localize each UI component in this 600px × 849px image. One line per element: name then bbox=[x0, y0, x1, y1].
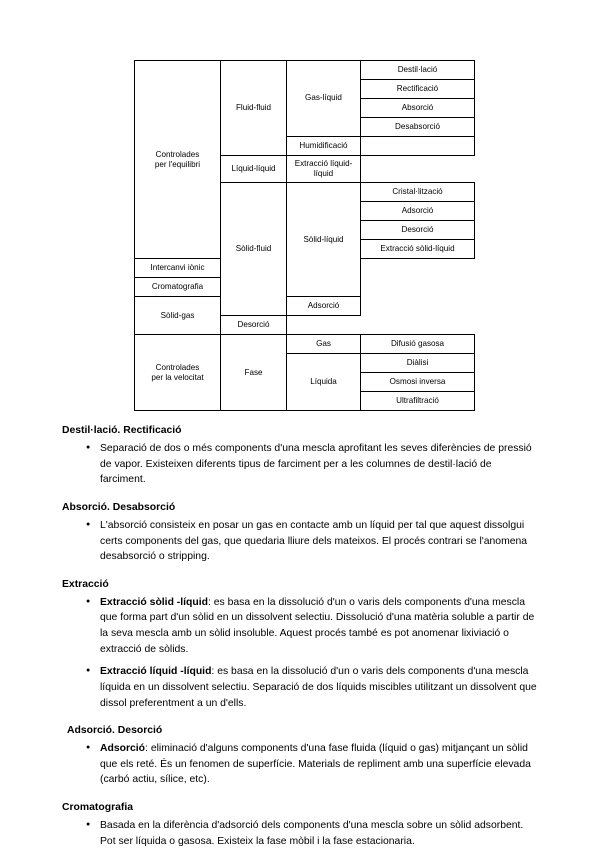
cell-humidificacio-label: Humidificació bbox=[287, 137, 361, 156]
section-list-adsorcio bbox=[62, 741, 538, 788]
cell-solid-gas: Sòlid-gas bbox=[135, 297, 221, 335]
cell-liquid-liquid: Líquid-líquid bbox=[221, 156, 287, 183]
cell-desorcio: Desorció bbox=[361, 221, 475, 240]
cell-group-equilibri bbox=[135, 61, 221, 259]
cell-desabsorcio: Desabsorció bbox=[361, 118, 475, 137]
list-item: ● L'absorció consisteix en posar un gas en contacte amb un líquid per tal que aquest dissolgui certs components del gas, que quedaria lliure dels mateixos. El procés contrari se l'anomena desabsorció o stripping. bbox=[100, 518, 538, 565]
term-extraccio-liquid-liquid: Extracció líquid -líquid bbox=[100, 665, 212, 677]
term-extraccio-solid-liquid: Extracció sòlid -líquid bbox=[100, 596, 208, 608]
section-list-cromatografia bbox=[62, 818, 538, 849]
cell-liquida: Líquida bbox=[287, 354, 361, 411]
list-item-text: : es basa en la dissolució d'un o varis dels components d'una mescla que forma part d'un sòlid en un dissolvent selectiu. Dissolució d'una matèria soluble a partir de la seva mescla amb un sòlid insoluble. Aquest procés també es pot anomenar lixiviació o extracció de sòlids. bbox=[100, 596, 535, 656]
cell-solid-fluid: Sòlid-fluid bbox=[221, 183, 287, 316]
cell-gas: Gas bbox=[287, 335, 361, 354]
cell-destillacio: Destil·lació bbox=[361, 61, 475, 80]
cell-cristallitzacio: Cristal·lització bbox=[361, 183, 475, 202]
section-heading-destillacio: Destil·lació. Rectificació bbox=[62, 425, 182, 437]
section-heading-absorcio: Absorció. Desabsorció bbox=[62, 502, 176, 514]
section-list-extraccio bbox=[62, 595, 538, 712]
cell-cromatografia: Cromatografia bbox=[135, 278, 221, 297]
cell-extraccio-ll: Extracció líquid-líquid bbox=[287, 156, 361, 183]
cell-extraccio-sl: Extracció sòlid-líquid bbox=[361, 240, 475, 259]
table-row bbox=[135, 61, 475, 80]
cell-gas-liquid: Gas-líquid bbox=[287, 61, 361, 137]
cell-fluid-fluid: Fluid-fluid bbox=[221, 61, 287, 156]
list-item-text: : es basa en la dissolució d'un o varis dels components d'una mescla líquida en un dissolvent selectiu. Separació de dos líquids miscibles utilitzant un dissolvent que dissol preferentment a un d'ells. bbox=[100, 665, 537, 709]
section-heading-adsorcio: Adsorció. Desorció bbox=[67, 725, 163, 737]
list-item bbox=[100, 664, 538, 711]
cell-difusio: Difusió gasosa bbox=[361, 335, 475, 354]
section-heading-extraccio: Extracció bbox=[62, 579, 109, 591]
section-list-destillacio bbox=[62, 441, 538, 488]
term-adsorcio: Adsorció bbox=[100, 742, 146, 754]
cell-desorcio-2: Desorció bbox=[221, 316, 287, 335]
list-item: ● Basada en la diferència d'adsorció dels components d'una mescla sobre un sòlid adsorbent. Pot ser líquida o gasosa. Existeix la fase mòbil i la fase estacionaria. bbox=[100, 818, 538, 849]
list-item bbox=[100, 595, 538, 658]
section-heading-cromatografia: Cromatografia bbox=[62, 802, 134, 814]
cell-absorcio: Absorció bbox=[361, 99, 475, 118]
cell-humidificacio-spacer bbox=[361, 137, 475, 156]
cell-ultrafiltracio: Ultrafiltració bbox=[361, 392, 475, 411]
table-row bbox=[135, 335, 475, 354]
list-item-text: : eliminació d'alguns components d'una fase fluida (líquid o gas) mitjançant un sòlid que els reté. És un fenomen de superfície. Materials de repliment amb una superfície elevada (carbó actiu, sílice, etc). bbox=[100, 742, 531, 786]
equilibri-line2: per l'equilibri bbox=[154, 159, 201, 169]
cell-osmosi: Osmosi inversa bbox=[361, 373, 475, 392]
cell-fase: Fase bbox=[221, 335, 287, 411]
cell-adsorcio: Adsorció bbox=[361, 202, 475, 221]
cell-rectificacio: Rectificació bbox=[361, 80, 475, 99]
velocitat-line1: Controlades bbox=[155, 362, 200, 372]
cell-intercanvi: Intercanvi iònic bbox=[135, 259, 221, 278]
cell-dialisi: Diàlisi bbox=[361, 354, 475, 373]
cell-adsorcio-2: Adsorció bbox=[287, 297, 361, 316]
section-list-absorcio bbox=[62, 518, 538, 565]
table-row bbox=[135, 297, 475, 316]
cell-solid-liquid: Sòlid-líquid bbox=[287, 183, 361, 297]
velocitat-line2: per la velocitat bbox=[151, 372, 204, 382]
list-item bbox=[100, 741, 538, 788]
equilibri-line1: Controlades bbox=[155, 149, 200, 159]
list-item: ● Separació de dos o més components d'una mescla aprofitant les seves diferències de pressió de vapor. Existeixen diferents tipus de farciment per a les columnes de destil·lació de farciment. bbox=[100, 441, 538, 488]
cell-group-velocitat bbox=[135, 335, 221, 411]
separation-operations-table bbox=[134, 60, 475, 411]
